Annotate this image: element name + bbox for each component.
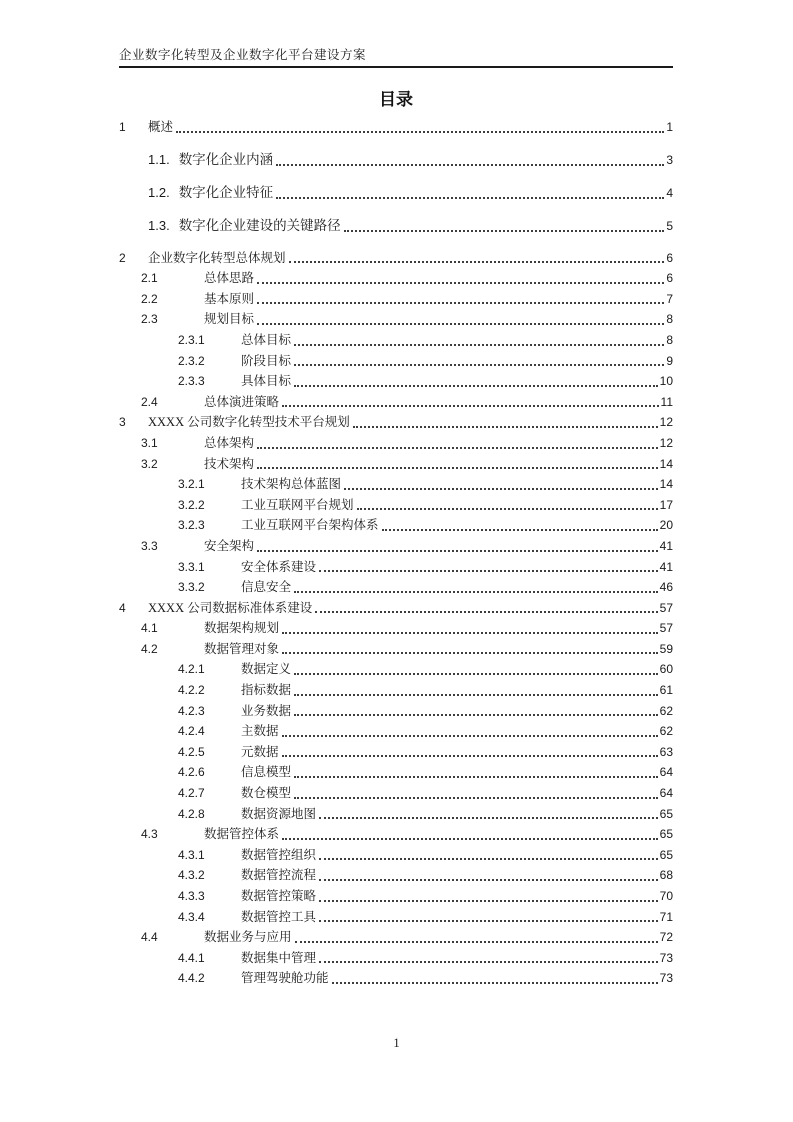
dotted-leader — [257, 302, 664, 304]
toc-entry-label: 数据集中管理 — [241, 950, 317, 965]
toc-entry-label: 基本原则 — [204, 291, 255, 306]
toc-entry[interactable] — [119, 865, 673, 886]
toc-entry-label: 阶段目标 — [241, 353, 292, 368]
toc-entry[interactable] — [119, 182, 673, 204]
dotted-leader — [294, 591, 658, 593]
toc-entry[interactable] — [119, 215, 673, 237]
dotted-leader — [319, 879, 658, 881]
toc-entry[interactable] — [119, 618, 673, 639]
toc-entry-label: 技术架构总体蓝图 — [241, 477, 342, 492]
toc-entry-number: 3 — [119, 415, 126, 430]
toc-entry-page: 62 — [659, 724, 673, 739]
toc-entry[interactable] — [119, 824, 673, 845]
toc-entry-number: 4 — [119, 600, 126, 615]
toc-entry-label: 数据架构规划 — [204, 621, 280, 636]
toc-entry-page: 73 — [659, 950, 673, 965]
toc-entry-number: 4.3.3 — [178, 889, 205, 903]
toc-entry-number: 4.3.4 — [178, 909, 205, 924]
toc-entry-label: 总体演进策略 — [204, 394, 280, 409]
dotted-leader — [257, 467, 658, 469]
dotted-leader — [319, 961, 658, 963]
toc-entry-number: 1.1. — [148, 151, 170, 167]
toc-entry-number: 4.3.1 — [178, 847, 205, 862]
toc-entry-label: 企业数字化转型总体规划 — [148, 250, 286, 265]
toc-entry-label: 数据定义 — [241, 662, 292, 677]
toc-entry-number: 3.2.3 — [178, 518, 205, 533]
toc-entry-label: 业务数据 — [241, 703, 292, 718]
toc-entry[interactable] — [119, 289, 673, 310]
toc-entry-label: XXXX 公司数据标准体系建设 — [148, 600, 313, 615]
dotted-leader — [276, 164, 664, 166]
toc-entry-number: 4.2.3 — [178, 703, 205, 718]
toc-entry-number: 3.3 — [141, 538, 158, 553]
toc-entry-page: 10 — [659, 374, 673, 389]
toc-entry[interactable] — [119, 330, 673, 351]
toc-entry-page: 65 — [659, 847, 673, 862]
toc-entry-label: 指标数据 — [241, 683, 292, 698]
toc-entry[interactable] — [119, 845, 673, 866]
toc-entry-page: 5 — [666, 218, 673, 233]
dotted-leader — [295, 941, 658, 943]
dotted-leader — [344, 488, 658, 490]
dotted-leader — [282, 755, 658, 757]
toc-entry-number: 4.2.4 — [178, 724, 205, 739]
toc-entry-label: 数据管控工具 — [241, 909, 317, 924]
toc-entry-page: 9 — [666, 353, 673, 368]
toc-entry-label: 数据业务与应用 — [204, 930, 292, 945]
toc-entry[interactable] — [119, 149, 673, 171]
toc-entry[interactable] — [119, 392, 673, 413]
toc-entry-label: 数据管控组织 — [241, 847, 317, 862]
toc-entry[interactable] — [119, 659, 673, 680]
dotted-leader — [332, 982, 658, 984]
toc-entry-page: 8 — [666, 312, 673, 327]
toc-entry-label: 安全体系建设 — [241, 559, 317, 574]
dotted-leader — [257, 447, 658, 449]
toc-entry[interactable] — [119, 412, 673, 433]
toc-entry-page: 68 — [659, 868, 673, 883]
toc-entry-number: 3.1 — [141, 435, 158, 450]
toc-entry[interactable] — [119, 783, 673, 804]
toc-entry-page: 63 — [659, 744, 673, 759]
toc-entry-number: 3.3.2 — [178, 580, 205, 595]
toc-entry-label: 管理驾驶舱功能 — [241, 971, 329, 986]
header-title: 企业数字化转型及企业数字化平台建设方案 — [119, 48, 367, 62]
dotted-leader — [319, 900, 658, 902]
dotted-leader — [282, 838, 658, 840]
toc-entry-number: 2.2 — [141, 291, 158, 306]
toc-entry-number: 3.2.1 — [178, 477, 205, 492]
toc-entry[interactable] — [119, 557, 673, 578]
toc-entry-number: 1.2. — [148, 184, 170, 200]
toc-entry-number: 4.2.5 — [178, 744, 205, 759]
toc-entry[interactable] — [119, 454, 673, 475]
dotted-leader — [357, 508, 658, 510]
dotted-leader — [294, 385, 658, 387]
toc-entry-number: 4.4.1 — [178, 950, 205, 965]
toc-entry-number: 2.3.1 — [178, 332, 205, 347]
toc-entry-number: 4.4 — [141, 930, 158, 945]
header-rule — [119, 47, 673, 68]
toc-entry-page: 14 — [659, 477, 673, 492]
dotted-leader — [176, 131, 664, 133]
toc-entry-page: 61 — [659, 683, 673, 698]
toc-entry[interactable] — [119, 680, 673, 701]
toc-entry-page: 14 — [659, 456, 673, 471]
toc-entry[interactable] — [119, 927, 673, 948]
toc-entry-label: 数字化企业特征 — [178, 184, 274, 200]
dotted-leader — [257, 323, 664, 325]
toc-entry-number: 1 — [119, 120, 126, 134]
toc-entry[interactable] — [119, 804, 673, 825]
toc-entry-number: 3.2.2 — [178, 497, 205, 512]
toc-title: 目录 — [379, 90, 413, 109]
toc-entry[interactable] — [119, 639, 673, 660]
toc-entry-label: 总体思路 — [204, 271, 255, 286]
toc-entry-number: 4.3.2 — [178, 868, 205, 883]
toc-entry[interactable] — [119, 701, 673, 722]
toc-entry-label: 具体目标 — [241, 374, 292, 389]
toc-entry-page: 41 — [659, 559, 673, 574]
toc-entry[interactable] — [119, 536, 673, 557]
toc-entry-label: 数据管控流程 — [241, 868, 317, 883]
toc-entry-label: 工业互联网平台架构体系 — [241, 518, 379, 533]
dotted-leader — [294, 694, 658, 696]
dotted-leader — [294, 673, 658, 675]
dotted-leader — [319, 817, 658, 819]
toc-entry-page: 20 — [659, 518, 673, 533]
toc-entry-label: 数仓模型 — [241, 786, 292, 801]
dotted-leader — [294, 344, 664, 346]
dotted-leader — [257, 282, 664, 284]
toc-entry-label: 数据管控策略 — [241, 889, 317, 903]
toc-entry-page: 60 — [659, 662, 673, 677]
dotted-leader — [319, 920, 658, 922]
toc-entry[interactable] — [119, 948, 673, 969]
toc-entry-label: 数字化企业建设的关键路径 — [178, 217, 341, 233]
toc-entry-page: 70 — [659, 889, 673, 903]
toc-entry[interactable] — [119, 742, 673, 763]
toc-entry-page: 12 — [659, 435, 673, 450]
toc-entry[interactable] — [119, 371, 673, 392]
toc-entry[interactable] — [119, 577, 673, 598]
toc-entry-number: 4.2.6 — [178, 765, 205, 780]
toc-entry[interactable] — [119, 268, 673, 289]
toc-entry-number: 2.1 — [141, 271, 158, 286]
dotted-leader — [294, 714, 658, 716]
toc-entry[interactable] — [119, 351, 673, 372]
toc-entry-number: 3.2 — [141, 456, 158, 471]
toc-entry[interactable] — [119, 598, 673, 619]
dotted-leader — [344, 230, 665, 232]
toc-entry[interactable] — [119, 762, 673, 783]
page-number: 1 — [393, 1036, 400, 1050]
toc-entry-page: 46 — [659, 580, 673, 595]
toc-entry-page: 12 — [659, 415, 673, 430]
toc-entry-page: 65 — [659, 806, 673, 821]
dotted-leader — [289, 261, 665, 263]
toc-entry-number: 1.3. — [148, 217, 170, 233]
toc-entry-page: 64 — [659, 786, 673, 801]
toc-entry-number: 4.2.2 — [178, 683, 205, 698]
dotted-leader — [282, 405, 659, 407]
toc-entry-number: 2 — [119, 250, 126, 265]
toc-entry-label: 数据管理对象 — [204, 641, 280, 656]
toc-entry-number: 2.4 — [141, 394, 158, 409]
dotted-leader — [353, 426, 658, 428]
toc-list — [119, 117, 673, 989]
toc-entry-page: 64 — [659, 765, 673, 780]
dotted-leader — [282, 652, 658, 654]
dotted-leader — [276, 197, 664, 199]
toc-entry-page: 3 — [666, 152, 673, 167]
toc-entry-label: 概述 — [148, 120, 174, 134]
toc-entry-number: 4.2.8 — [178, 806, 205, 821]
toc-entry-label: 技术架构 — [204, 456, 255, 471]
dotted-leader — [382, 529, 658, 531]
toc-entry-label: 总体目标 — [241, 332, 292, 347]
toc-entry-number: 3.3.1 — [178, 559, 205, 574]
toc-entry-page: 11 — [660, 394, 673, 409]
toc-entry-number: 2.3.3 — [178, 374, 205, 389]
toc-entry-number: 4.2.7 — [178, 786, 205, 801]
toc-entry-page: 72 — [659, 930, 673, 945]
toc-entry-label: 数据管控体系 — [204, 827, 280, 842]
toc-entry-page: 41 — [659, 538, 673, 553]
toc-entry-page: 73 — [659, 971, 673, 986]
toc-entry-number: 4.2 — [141, 641, 158, 656]
toc-entry[interactable] — [119, 515, 673, 536]
toc-entry[interactable] — [119, 907, 673, 928]
toc-entry-page: 7 — [666, 291, 673, 306]
dotted-leader — [315, 611, 657, 613]
dotted-leader — [294, 776, 658, 778]
dotted-leader — [294, 797, 658, 799]
toc-entry-page: 17 — [659, 497, 673, 512]
toc-entry-page: 62 — [659, 703, 673, 718]
toc-entry-label: 总体架构 — [204, 435, 255, 450]
toc-entry-label: 数据资源地图 — [241, 806, 317, 821]
toc-entry-number: 4.2.1 — [178, 662, 205, 677]
toc-entry-label: 信息安全 — [241, 580, 292, 595]
dotted-leader — [294, 364, 664, 366]
toc-entry-page: 4 — [666, 185, 673, 200]
toc-entry-page: 71 — [659, 909, 673, 924]
toc-entry-page: 8 — [666, 332, 673, 347]
dotted-leader — [319, 858, 658, 860]
toc-entry-page: 57 — [659, 600, 673, 615]
toc-entry-label: 信息模型 — [241, 765, 292, 780]
toc-entry-page: 65 — [659, 827, 673, 842]
toc-entry[interactable] — [119, 117, 673, 138]
toc-entry-page: 6 — [666, 271, 673, 286]
toc-entry-page: 6 — [666, 250, 673, 265]
toc-entry-page: 1 — [666, 120, 673, 134]
toc-entry-number: 2.3.2 — [178, 353, 205, 368]
toc-entry[interactable] — [119, 495, 673, 516]
toc-entry-label: 元数据 — [241, 744, 279, 759]
toc-entry-number: 4.4.2 — [178, 971, 205, 986]
page-footer — [0, 1036, 793, 1051]
toc-entry[interactable] — [119, 248, 673, 269]
toc-entry-label: 数字化企业内涵 — [178, 151, 274, 167]
toc-entry[interactable] — [119, 433, 673, 454]
toc-entry-page: 57 — [659, 621, 673, 636]
toc-entry-label: XXXX 公司数字化转型技术平台规划 — [148, 415, 350, 430]
toc-entry-label: 工业互联网平台规划 — [241, 497, 354, 512]
dotted-leader — [282, 632, 658, 634]
toc-entry-label: 安全架构 — [204, 538, 255, 553]
dotted-leader — [257, 550, 658, 552]
toc-entry-number: 2.3 — [141, 312, 158, 327]
toc-entry-number: 4.3 — [141, 827, 158, 842]
toc-entry[interactable] — [119, 968, 673, 989]
toc-entry-label: 主数据 — [241, 724, 279, 739]
toc-entry[interactable] — [119, 886, 673, 907]
toc-entry[interactable] — [119, 474, 673, 495]
dotted-leader — [282, 735, 658, 737]
page-header — [119, 0, 673, 68]
toc-entry-number: 4.1 — [141, 621, 158, 636]
toc-entry[interactable] — [119, 721, 673, 742]
toc-entry-page: 59 — [659, 641, 673, 656]
toc-entry[interactable] — [119, 309, 673, 330]
toc-entry-label: 规划目标 — [204, 312, 255, 327]
dotted-leader — [319, 570, 658, 572]
